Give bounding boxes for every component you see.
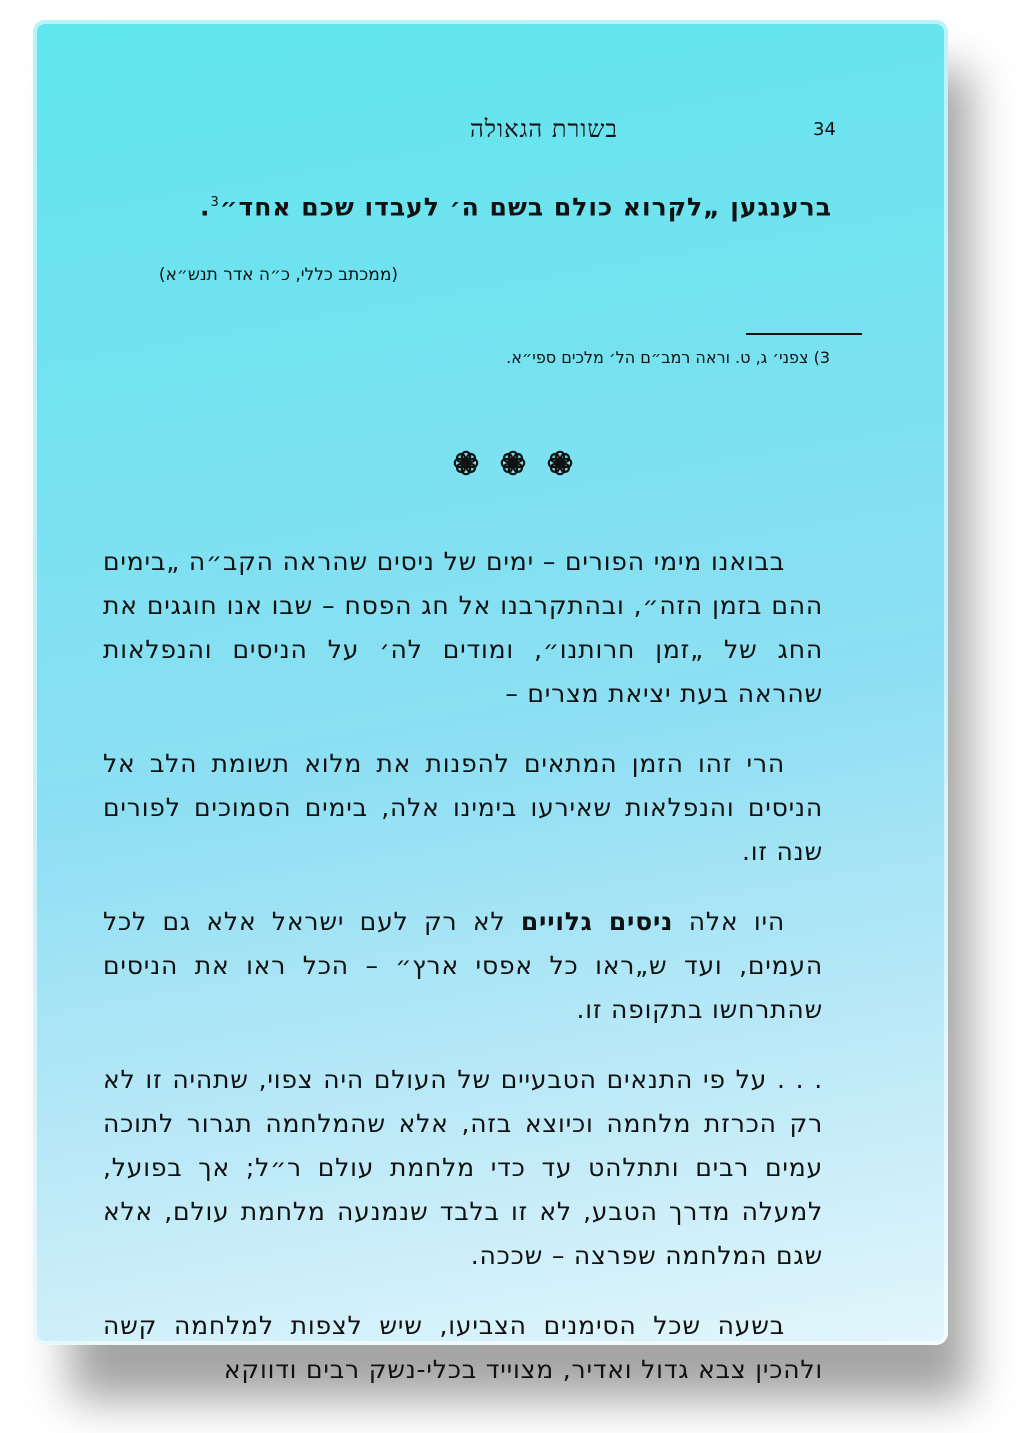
section-divider bbox=[453, 448, 573, 478]
emphasized-text: ניסים גלויים bbox=[520, 907, 674, 936]
paragraph: בבואנו מימי הפורים – ימים של ניסים שהראה הקב״ה „בימים ההם בזמן הזה״, ובהתקרבנו אל חג הפסח – שבו אנו חוגגים את החג של „זמן חרותנו״, ומודים לה׳ על הניסים והנפלאות שהראה בעת יציאת מצרים – bbox=[103, 547, 823, 708]
footnote-separator bbox=[746, 333, 862, 335]
page-number: 34 bbox=[813, 119, 836, 140]
opening-end: . bbox=[200, 192, 211, 222]
paragraph: בשעה שכל הסימנים הצביעו, שיש לצפות למלחמה קשה ולהכין צבא גדול ואדיר, מצוייד בכלי-נשק רבים ודווקא bbox=[103, 1311, 823, 1384]
paragraph: הרי זהו הזמן המתאים להפנות את מלוא תשומת הלב אל הניסים והנפלאות שאירעו בימינו אלה, בימים הסמוכים לפורים שנה זו. bbox=[103, 749, 823, 866]
flower-ornament-icon bbox=[547, 450, 573, 476]
opening-line bbox=[142, 183, 832, 227]
paragraph: . . . על פי התנאים הטבעיים של העולם היה צפוי, שתהיה זו לא רק הכרזת מלחמה וכיוצא בזה, אלא שהמלחמה תגרור לתוכה עמים רבים ותתלהט עד כדי מלחמת עולם ר״ל; אך בפועל, למעלה מדרך הטבע, לא זו בלבד שנמנעה מלחמת עולם, אלא שגם המלחמה שפרצה – שככה. bbox=[103, 1065, 823, 1270]
paragraph-text: היו אלה bbox=[673, 907, 785, 936]
page-header bbox=[133, 115, 836, 155]
paragraph-text: לא רק לעם ישראל אלא גם לכל העמים, ועד ש„ראו כל אפסי ארץ״ – הכל ראו את הניסים שהתרחשו בתקופה זו. bbox=[103, 907, 823, 1024]
body-text bbox=[103, 540, 823, 1418]
flower-ornament-icon bbox=[453, 450, 479, 476]
opening-text: ברענגען „לקרוא כולם בשם ה׳ לעבדו שכם אחד״ bbox=[219, 192, 832, 222]
paragraph bbox=[103, 900, 823, 1032]
source-citation: (ממכתב כללי, כ״ה אדר תנש״א) bbox=[158, 265, 398, 285]
running-title: בשורת הגאולה bbox=[469, 115, 618, 143]
footnote-text: 3) צפני׳ ג, ט. וראה רמב״ם הל׳ מלכים ספי״א. bbox=[506, 348, 830, 367]
flower-ornament-icon bbox=[500, 450, 526, 476]
footnote-reference[interactable]: 3 bbox=[210, 195, 220, 210]
book-page bbox=[33, 20, 948, 1384]
